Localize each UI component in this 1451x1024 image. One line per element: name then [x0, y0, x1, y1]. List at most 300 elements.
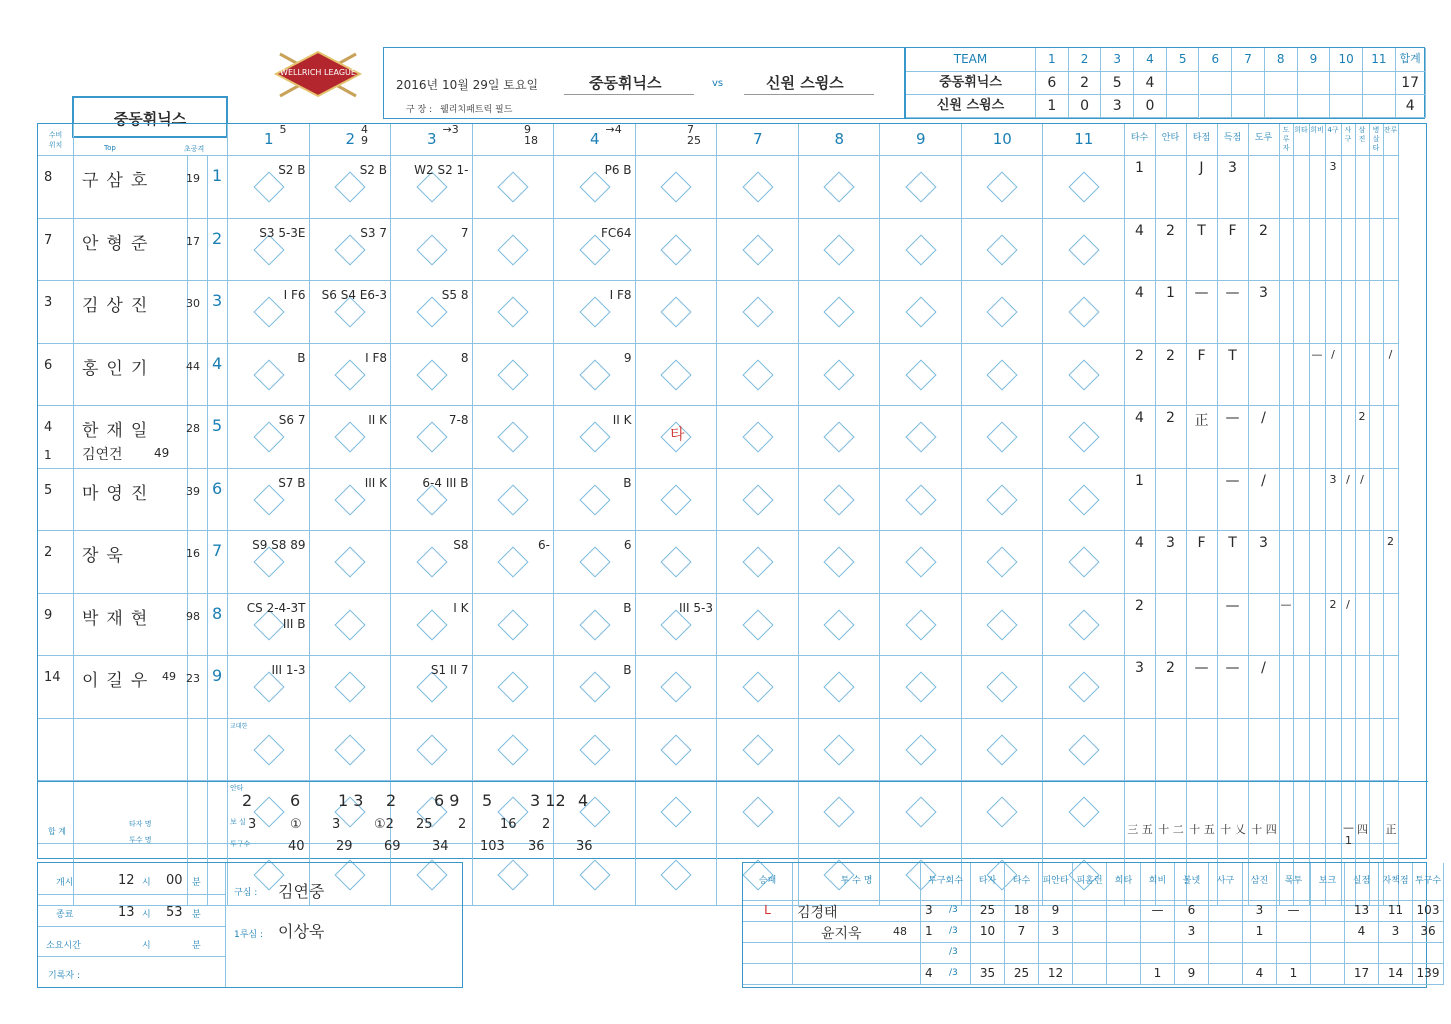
- batter-stat: [1310, 531, 1326, 594]
- at-bat-cell: [391, 781, 473, 844]
- inning-header: [473, 124, 555, 156]
- play-notation: 6: [623, 538, 632, 552]
- inning-number: 2: [345, 130, 356, 148]
- pitching-value: 1: [1153, 966, 1162, 980]
- pitching-cell: [1209, 901, 1243, 922]
- inning-number: 4: [589, 130, 600, 148]
- at-bat-cell: [310, 344, 392, 407]
- batter-number: 44: [186, 359, 200, 373]
- at-bat-cell: [799, 656, 881, 719]
- batting-order: 1: [212, 166, 223, 185]
- batting-order: 4: [212, 353, 223, 373]
- at-bat-cell: [717, 594, 799, 657]
- batter-name: 한재일: [82, 421, 156, 441]
- at-bat-cell: [717, 781, 799, 844]
- pitching-header: 볼넷: [1175, 863, 1209, 901]
- batting-order: 3: [212, 291, 223, 310]
- linescore-score: [1200, 72, 1233, 95]
- base-diamond: [661, 172, 692, 203]
- num-cell: [188, 656, 208, 719]
- batter-stat: [1370, 344, 1384, 407]
- base-diamond: [1068, 734, 1099, 765]
- at-bat-cell: [554, 656, 636, 719]
- at-bat-cell: [636, 469, 718, 532]
- pitching-value: 103: [1416, 903, 1440, 917]
- total-hits: 3 12: [530, 791, 566, 810]
- pitching-cell: [1175, 901, 1209, 922]
- pitching-cell: [1175, 922, 1209, 943]
- batter-position: 4: [44, 420, 53, 435]
- pitching-value: L: [764, 903, 771, 917]
- batter-stat: 3: [1125, 656, 1156, 719]
- batting-team: 중동휘닉스: [113, 110, 187, 128]
- batter-name: 마영진: [82, 483, 156, 504]
- linescore-score: [1167, 95, 1200, 118]
- base-diamond: [905, 797, 936, 828]
- batter-stat-empty: [1326, 781, 1342, 844]
- at-bat-cell: [880, 656, 962, 719]
- total-walks: ①: [290, 817, 302, 832]
- stat-header: 희비: [1310, 124, 1326, 156]
- pitching-header: 투구회수: [921, 863, 971, 901]
- base-diamond: [824, 359, 855, 390]
- batter-stat: [1280, 281, 1294, 344]
- stat-header: 안타: [1156, 124, 1187, 156]
- at-bat-cell: [228, 594, 310, 657]
- linescore-inning-header: 1: [1036, 48, 1069, 72]
- batter-stat-empty: [1218, 719, 1249, 782]
- team-total-tally: 四: [1357, 823, 1368, 836]
- batter-stat-empty: [1310, 719, 1326, 782]
- inning-number: 8: [834, 130, 845, 148]
- pitching-cell: [1277, 922, 1311, 943]
- pitching-cell: [743, 901, 793, 922]
- pitching-cell: [1005, 943, 1039, 964]
- base-diamond: [1068, 672, 1099, 703]
- inning-header: [880, 124, 962, 156]
- total-hits: 5: [482, 791, 493, 810]
- batter-stat: [1280, 156, 1294, 219]
- batting-order: 6: [212, 478, 223, 498]
- batter-stat: [1356, 219, 1370, 282]
- play-notation: FC64: [600, 225, 632, 240]
- base-diamond: [1068, 359, 1099, 390]
- batter-stat: [1294, 594, 1310, 657]
- pitching-value: 17: [1353, 966, 1370, 980]
- linescore-score: 3: [1101, 95, 1134, 118]
- pitching-cell: [921, 943, 971, 964]
- batter-stat: 3: [1249, 531, 1280, 594]
- inning-note: →4: [605, 123, 622, 136]
- pitching-value: 35: [979, 966, 996, 980]
- at-bat-cell: [1043, 531, 1125, 594]
- batter-number: 39: [186, 484, 200, 498]
- pitching-value: 12: [1047, 966, 1064, 980]
- batter-stat: F: [1187, 344, 1218, 407]
- batter-stat: [1384, 656, 1399, 719]
- pitching-cell: [1175, 964, 1209, 985]
- batter-number: 30: [186, 297, 200, 310]
- play-notation: S2 B: [278, 163, 306, 177]
- batter-stat: —: [1218, 281, 1249, 344]
- batter-stat: 2: [1356, 406, 1370, 469]
- base-diamond: [661, 547, 692, 578]
- base-diamond: [987, 797, 1018, 828]
- pitching-value: 139: [1416, 966, 1440, 980]
- batter-position: 8: [44, 170, 53, 185]
- hour-unit: 시: [142, 941, 151, 951]
- batter-stat: /: [1326, 344, 1342, 407]
- total-walks: ①2: [374, 817, 394, 832]
- pitching-cell: [793, 964, 921, 985]
- batter-stat: J: [1187, 156, 1218, 219]
- base-diamond: [824, 547, 855, 578]
- batter-stat: 4: [1125, 281, 1156, 344]
- play-notation: S2 B: [359, 163, 387, 177]
- batter-stat-empty: [1356, 719, 1370, 782]
- batter-stat-empty: [1249, 719, 1280, 782]
- pitching-cell: [1141, 943, 1175, 964]
- base-diamond: [1068, 609, 1099, 640]
- batter-stat: 4: [1125, 219, 1156, 282]
- batter-stat: [1156, 156, 1187, 219]
- base-diamond: [742, 422, 773, 453]
- total-hits: 4: [578, 791, 589, 810]
- batter-stat: /: [1342, 469, 1356, 532]
- batter-stat: [1187, 594, 1218, 657]
- at-bat-cell: [554, 219, 636, 282]
- pitching-cell: [1039, 922, 1073, 943]
- batter-position: 7: [44, 232, 53, 248]
- innings-pitched: 4: [925, 966, 933, 980]
- batter-position: 2: [44, 545, 53, 560]
- at-bat-cell: [473, 656, 555, 719]
- total-pitches: 36: [576, 839, 593, 854]
- inning-header: [636, 124, 718, 156]
- pitching-value: 3: [1255, 903, 1264, 917]
- pitching-value: 25: [979, 903, 996, 917]
- base-diamond: [742, 609, 773, 640]
- linescore-score: [1330, 72, 1363, 95]
- runner-label: 타자 명: [129, 820, 152, 828]
- batter-stat: —: [1218, 469, 1249, 532]
- batter-stat: —: [1218, 406, 1249, 469]
- batter-stat: /: [1249, 469, 1280, 532]
- pos-cell: [38, 156, 74, 219]
- batter-stat: [1342, 406, 1356, 469]
- pos-cell: [38, 219, 74, 282]
- batter-stat: 2: [1384, 531, 1399, 594]
- batter-stat: [1356, 531, 1370, 594]
- batter-name: 장욱: [82, 546, 131, 566]
- pitching-cell: [1413, 922, 1444, 943]
- batter-stat: [1342, 531, 1356, 594]
- play-notation: S3 7: [360, 225, 387, 240]
- at-bat-cell: [391, 156, 473, 219]
- base-diamond: [824, 422, 855, 453]
- recorder-label: 기록자 :: [48, 971, 80, 981]
- batter-stat: [1326, 656, 1342, 719]
- linescore-score: [1330, 95, 1363, 118]
- base-diamond: [253, 734, 284, 765]
- inning-note: 5: [279, 123, 287, 136]
- num-cell: [188, 594, 208, 657]
- stat-header: 4구: [1326, 124, 1342, 156]
- batter-stat: [1384, 594, 1399, 657]
- base-diamond: [987, 359, 1018, 390]
- end-min: 53: [166, 905, 183, 920]
- total-hits: 2: [242, 791, 253, 810]
- linescore-inning-header: 9: [1298, 48, 1331, 72]
- num-cell: [188, 281, 208, 344]
- batter-number: 98: [186, 609, 200, 623]
- base-diamond: [1068, 234, 1099, 265]
- at-bat-cell: [799, 594, 881, 657]
- batter-name: 안형준: [82, 233, 156, 254]
- linescore-inning-header: 4: [1134, 48, 1167, 72]
- inning-header: [1043, 124, 1125, 156]
- at-bat-cell: [636, 594, 718, 657]
- base-diamond: [498, 672, 529, 703]
- base-diamond: [742, 359, 773, 390]
- min-unit: 분: [192, 941, 201, 951]
- at-bat-cell: [554, 531, 636, 594]
- batter-stat: [1280, 219, 1294, 282]
- pitching-cell: [1073, 901, 1107, 922]
- at-bat-cell: [717, 656, 799, 719]
- batter-stat: [1326, 219, 1342, 282]
- batter-stat: 1: [1156, 281, 1187, 344]
- batter-stat: [1384, 219, 1399, 282]
- start-hour: 12: [118, 873, 135, 888]
- pitching-cell: [1311, 964, 1345, 985]
- innings-pitched: 3: [925, 903, 933, 917]
- total-walks: 2: [458, 817, 467, 832]
- batter-stat: [1187, 469, 1218, 532]
- base-diamond: [987, 609, 1018, 640]
- stat-header: 삼진: [1356, 124, 1370, 156]
- team-total-tally: —1: [1343, 821, 1354, 847]
- pitching-cell: [1073, 922, 1107, 943]
- pitching-value: —: [1287, 903, 1300, 917]
- batter-stat: [1310, 281, 1326, 344]
- batter-stat: 3: [1326, 156, 1342, 219]
- stat-header: 도루자: [1280, 124, 1294, 156]
- base-diamond: [335, 547, 366, 578]
- at-bat-cell: [554, 594, 636, 657]
- pitching-cell: [971, 901, 1005, 922]
- batter-stat: T: [1218, 531, 1249, 594]
- num-cell: [188, 219, 208, 282]
- at-bat-cell: [880, 281, 962, 344]
- pitching-cell: [1209, 943, 1243, 964]
- order-cell: [208, 781, 228, 844]
- num-cell: [188, 406, 208, 469]
- batter-stat: 1: [1125, 469, 1156, 532]
- batter-stat: [1370, 219, 1384, 282]
- total-walks: 3: [248, 817, 257, 832]
- pos-cell: [38, 594, 74, 657]
- base-diamond: [498, 859, 529, 890]
- total-pitches: 29: [336, 839, 353, 854]
- league-logo: [270, 48, 366, 100]
- batter-stat: [1310, 219, 1326, 282]
- at-bat-cell: [880, 344, 962, 407]
- stat-header: 희타: [1294, 124, 1310, 156]
- linescore: [905, 47, 1425, 119]
- pos-cell: [38, 344, 74, 407]
- batter-stat: 1: [1125, 156, 1156, 219]
- umpire-label: 구심 :: [234, 888, 258, 898]
- base-diamond: [742, 734, 773, 765]
- pitching-cell: [1345, 964, 1379, 985]
- base-diamond: [498, 484, 529, 515]
- pitching-value: 3: [1051, 924, 1060, 938]
- base-diamond: [416, 734, 447, 765]
- base-diamond: [824, 172, 855, 203]
- at-bat-cell: [962, 406, 1044, 469]
- at-bat-cell: [880, 219, 962, 282]
- at-bat-cell: [636, 719, 718, 782]
- base-diamond: [987, 422, 1018, 453]
- stat-header: 사구: [1342, 124, 1356, 156]
- pitching-header: 희타: [1107, 863, 1141, 901]
- batter-stat: [1294, 344, 1310, 407]
- base-diamond: [742, 672, 773, 703]
- batter-stat: [1356, 281, 1370, 344]
- base-diamond: [742, 797, 773, 828]
- batter-stat: [1294, 469, 1310, 532]
- pitching-header: 희비: [1141, 863, 1175, 901]
- base-diamond: [824, 672, 855, 703]
- batter-stat: /: [1384, 344, 1399, 407]
- hits-label: 안타: [230, 784, 244, 792]
- batter-stat: [1356, 594, 1370, 657]
- pitching-cell: [1209, 964, 1243, 985]
- pitching-cell: [921, 922, 971, 943]
- pitching-cell: [971, 964, 1005, 985]
- play-notation: S6 7: [278, 413, 306, 427]
- at-bat-cell: [391, 531, 473, 594]
- innings-fraction: /3: [949, 947, 958, 957]
- pitching-cell: [793, 943, 921, 964]
- batter-stat: [1384, 469, 1399, 532]
- base-diamond: [498, 234, 529, 265]
- batter-stat: [1280, 531, 1294, 594]
- base-diamond: [905, 672, 936, 703]
- at-bat-cell: [962, 656, 1044, 719]
- pitching-cell: [971, 943, 1005, 964]
- batter-stat: 3: [1249, 281, 1280, 344]
- at-bat-cell: [799, 469, 881, 532]
- at-bat-cell: [473, 531, 555, 594]
- name-header: [74, 124, 228, 156]
- linescore-score: 5: [1101, 72, 1134, 95]
- play-notation: 타: [670, 425, 685, 443]
- base-diamond: [579, 734, 610, 765]
- linescore-score: 4: [1134, 72, 1167, 95]
- base-diamond: [661, 797, 692, 828]
- pitching-value: 4: [1255, 966, 1264, 980]
- batter-stat-empty: [1294, 781, 1310, 844]
- stadium-label: 구 장 :: [406, 105, 433, 115]
- stat-header: 득점: [1218, 124, 1249, 156]
- total-walks: 25: [416, 817, 433, 832]
- base-diamond: [987, 547, 1018, 578]
- top-label: Top: [104, 144, 116, 152]
- batter-stat: [1370, 469, 1384, 532]
- base-diamond: [661, 734, 692, 765]
- at-bat-cell: [962, 156, 1044, 219]
- batter-stat: 2: [1326, 594, 1342, 657]
- at-bat-cell: [962, 469, 1044, 532]
- at-bat-cell: [1043, 656, 1125, 719]
- base-diamond: [335, 672, 366, 703]
- inning-note: 7 25: [687, 123, 701, 147]
- batter-stat: [1342, 344, 1356, 407]
- at-bat-cell: [799, 219, 881, 282]
- linescore-score: 0: [1134, 95, 1167, 118]
- batter-position: 5: [44, 482, 53, 498]
- base-diamond: [498, 359, 529, 390]
- pitching-cell: [1379, 922, 1413, 943]
- bottom-label: 초공격: [184, 145, 205, 153]
- at-bat-cell: [310, 281, 392, 344]
- batter-stat-empty: [1326, 719, 1342, 782]
- batter-stat: —: [1280, 594, 1294, 657]
- base-umpire: 이상욱: [278, 922, 325, 941]
- batter-stat-empty: [1370, 719, 1384, 782]
- pitching-cell: [1073, 943, 1107, 964]
- pitching-cell: [1345, 922, 1379, 943]
- batter-stat: [1384, 156, 1399, 219]
- play-notation: 6-: [538, 538, 550, 552]
- base-diamond: [742, 234, 773, 265]
- pitching-value: 1: [1255, 924, 1264, 938]
- pos-cell: [38, 281, 74, 344]
- play-notation: 8: [460, 350, 469, 365]
- batter-stat: [1294, 219, 1310, 282]
- at-bat-cell: [228, 344, 310, 407]
- base-diamond: [1068, 797, 1099, 828]
- batter-stat: [1156, 469, 1187, 532]
- game-header: [383, 47, 905, 119]
- innings-fraction: /3: [949, 926, 958, 936]
- base-diamond: [987, 172, 1018, 203]
- linescore-score: 1: [1036, 95, 1069, 118]
- play-notation: B: [623, 600, 632, 615]
- start-min: 00: [166, 873, 183, 888]
- inning-header: [391, 124, 473, 156]
- pitching-cell: [1073, 964, 1107, 985]
- play-notation: CS 2-4-3T III B: [246, 600, 306, 631]
- base-diamond: [661, 297, 692, 328]
- batter-stat: [1342, 281, 1356, 344]
- linescore-team-name: 신원 스윙스: [906, 95, 1036, 118]
- batter-stat-empty: [1310, 781, 1326, 844]
- at-bat-cell: [310, 406, 392, 469]
- at-bat-cell: [391, 594, 473, 657]
- inning-note: 4 9: [361, 123, 368, 147]
- pitching-cell: [1379, 901, 1413, 922]
- pitching-cell: [1243, 964, 1277, 985]
- at-bat-cell: [717, 469, 799, 532]
- play-notation: S6 S4 E6-3: [321, 288, 387, 302]
- batter-stat: [1310, 406, 1326, 469]
- linescore-team-name: 중동휘닉스: [906, 72, 1036, 95]
- at-bat-cell: [880, 719, 962, 782]
- base-diamond: [661, 234, 692, 265]
